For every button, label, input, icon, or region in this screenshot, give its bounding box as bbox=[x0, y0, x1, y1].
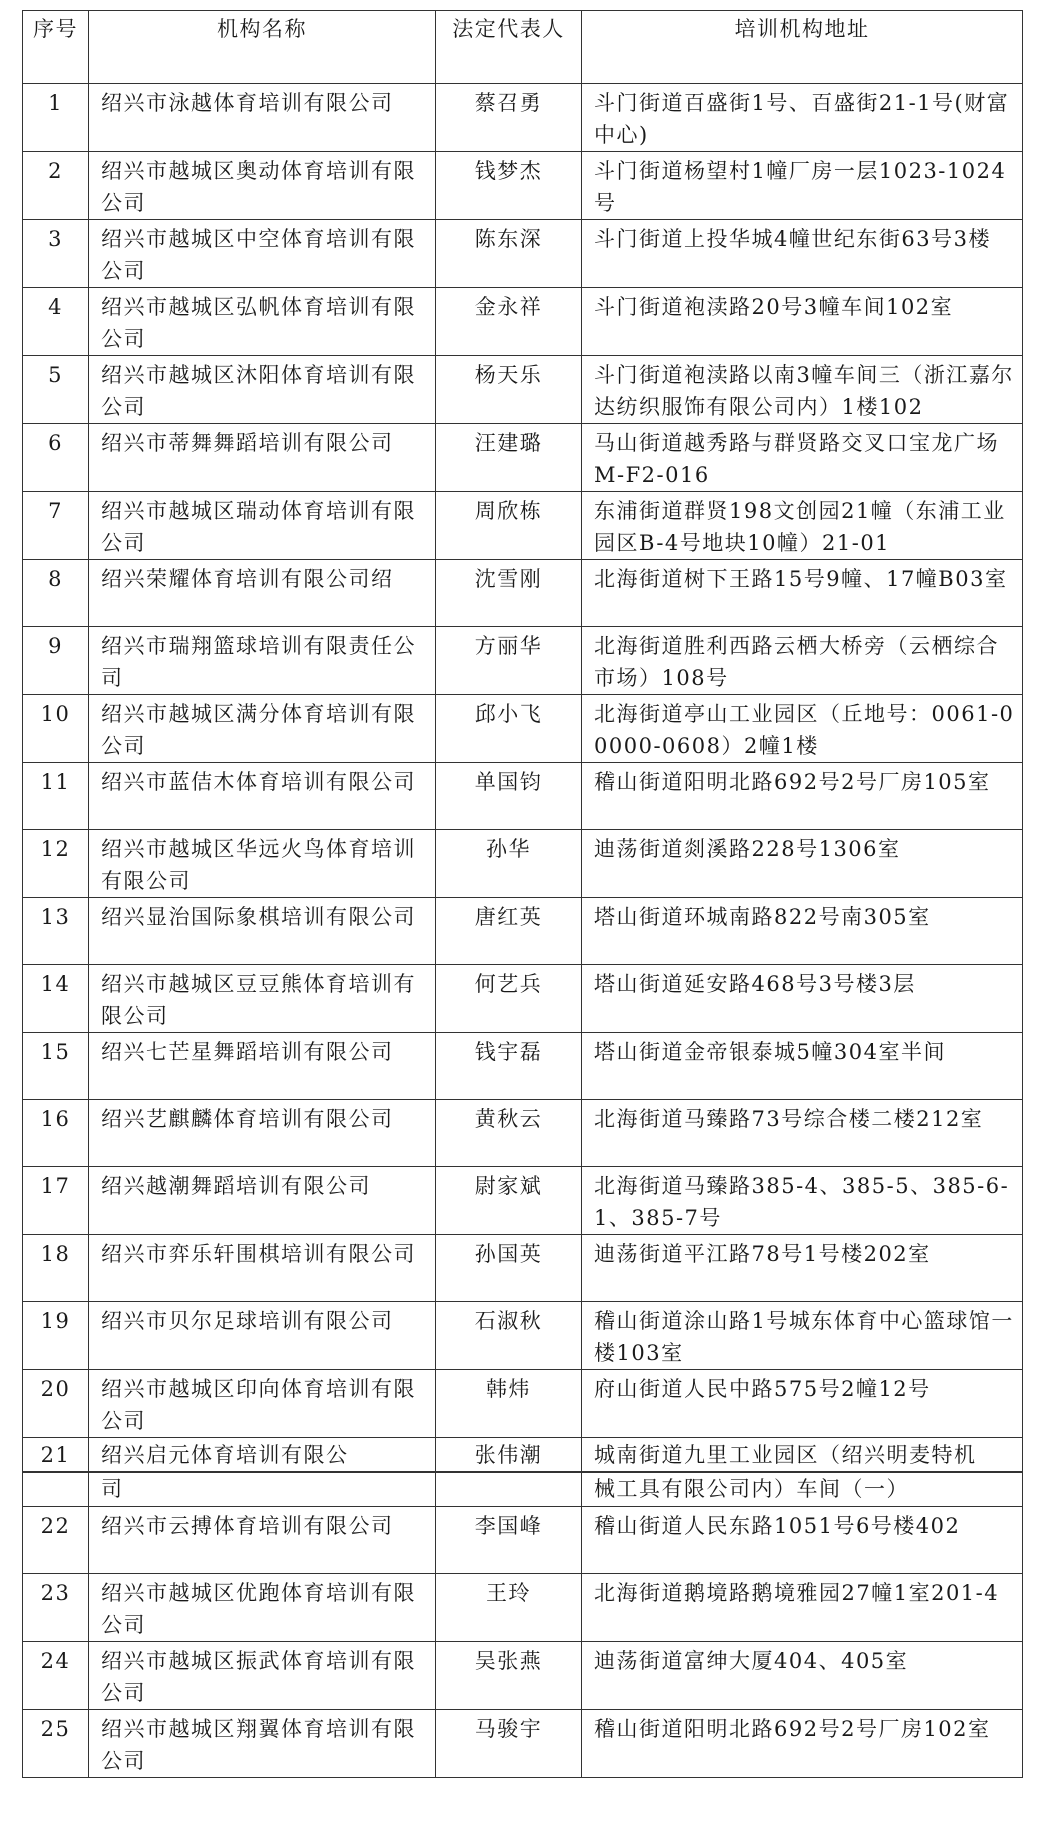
row-index: 23 bbox=[23, 1574, 89, 1642]
row-address: 城南街道九里工业园区（绍兴明麦特机 bbox=[582, 1438, 1023, 1473]
row-index: 2 bbox=[23, 152, 89, 220]
table-row bbox=[23, 1167, 1023, 1235]
row-address: 塔山街道环城南路822号南305室 bbox=[582, 898, 1023, 965]
row-name: 绍兴越潮舞蹈培训有限公司 bbox=[89, 1167, 436, 1235]
row-name: 绍兴市弈乐轩围棋培训有限公司 bbox=[89, 1235, 436, 1302]
row-name: 绍兴市越城区满分体育培训有限公司 bbox=[89, 695, 436, 763]
table-row bbox=[23, 1302, 1023, 1370]
row-name: 绍兴市贝尔足球培训有限公司 bbox=[89, 1302, 436, 1370]
row-index: 8 bbox=[23, 560, 89, 627]
row-address: 斗门街道杨望村1幢厂房一层1023-1024号 bbox=[582, 152, 1023, 220]
table-row bbox=[23, 1438, 1023, 1473]
row-index: 13 bbox=[23, 898, 89, 965]
table-row bbox=[23, 898, 1023, 965]
table-header-row bbox=[23, 11, 1023, 84]
row-rep: 单国钧 bbox=[436, 763, 582, 830]
row-index: 1 bbox=[23, 84, 89, 152]
row-index: 15 bbox=[23, 1033, 89, 1100]
institution-table bbox=[22, 10, 1023, 1473]
row-rep: 方丽华 bbox=[436, 627, 582, 695]
header-index: 序号 bbox=[23, 11, 89, 84]
row-address: 北海街道亭山工业园区（丘地号：0061-00000-0608）2幢1楼 bbox=[582, 695, 1023, 763]
row-address: 稽山街道阳明北路692号2号厂房105室 bbox=[582, 763, 1023, 830]
row-rep: 石淑秋 bbox=[436, 1302, 582, 1370]
row-index: 11 bbox=[23, 763, 89, 830]
table-row bbox=[23, 965, 1023, 1033]
row-name: 绍兴荣耀体育培训有限公司绍 bbox=[89, 560, 436, 627]
row-name: 绍兴七芒星舞蹈培训有限公司 bbox=[89, 1033, 436, 1100]
row-name: 绍兴市越城区沐阳体育培训有限公司 bbox=[89, 356, 436, 424]
row-index: 10 bbox=[23, 695, 89, 763]
row-address: 塔山街道金帝银泰城5幢304室半间 bbox=[582, 1033, 1023, 1100]
row-address: 北海街道马臻路73号综合楼二楼212室 bbox=[582, 1100, 1023, 1167]
row-index: 24 bbox=[23, 1642, 89, 1710]
row-address: 斗门街道袍渎路以南3幢车间三（浙江嘉尔达纺织服饰有限公司内）1楼102 bbox=[582, 356, 1023, 424]
table-row bbox=[23, 288, 1023, 356]
row-rep: 李国峰 bbox=[436, 1507, 582, 1574]
row-name: 绍兴市越城区优跑体育培训有限公司 bbox=[89, 1574, 436, 1642]
row-address: 马山街道越秀路与群贤路交叉口宝龙广场M-F2-016 bbox=[582, 424, 1023, 492]
row-rep: 唐红英 bbox=[436, 898, 582, 965]
row-address: 械工具有限公司内）车间（一） bbox=[582, 1472, 1023, 1507]
row-rep bbox=[436, 1472, 582, 1507]
row-rep: 金永祥 bbox=[436, 288, 582, 356]
table-row bbox=[23, 763, 1023, 830]
row-address: 府山街道人民中路575号2幢12号 bbox=[582, 1370, 1023, 1438]
row-address: 北海街道鹅境路鹅境雅园27幢1室201-4 bbox=[582, 1574, 1023, 1642]
row-index: 6 bbox=[23, 424, 89, 492]
table-row bbox=[23, 1710, 1023, 1778]
row-name: 绍兴市越城区翔翼体育培训有限公司 bbox=[89, 1710, 436, 1778]
row-rep: 何艺兵 bbox=[436, 965, 582, 1033]
table-row bbox=[23, 830, 1023, 898]
row-rep: 黄秋云 bbox=[436, 1100, 582, 1167]
row-name: 绍兴市泳越体育培训有限公司 bbox=[89, 84, 436, 152]
row-rep: 邱小飞 bbox=[436, 695, 582, 763]
institution-table-continued bbox=[22, 1471, 1023, 1778]
row-address: 东浦街道群贤198文创园21幢（东浦工业园区B-4号地块10幢）21-01 bbox=[582, 492, 1023, 560]
row-name: 绍兴市越城区华远火鸟体育培训有限公司 bbox=[89, 830, 436, 898]
row-address: 北海街道树下王路15号9幢、17幢B03室 bbox=[582, 560, 1023, 627]
row-rep: 王玲 bbox=[436, 1574, 582, 1642]
table-row-continuation bbox=[23, 1472, 1023, 1507]
row-name: 绍兴市蓝佶木体育培训有限公司 bbox=[89, 763, 436, 830]
row-rep: 蔡召勇 bbox=[436, 84, 582, 152]
row-index: 14 bbox=[23, 965, 89, 1033]
row-rep: 孙华 bbox=[436, 830, 582, 898]
row-rep: 钱宇磊 bbox=[436, 1033, 582, 1100]
row-rep: 杨天乐 bbox=[436, 356, 582, 424]
row-name: 绍兴市越城区中空体育培训有限公司 bbox=[89, 220, 436, 288]
row-index: 12 bbox=[23, 830, 89, 898]
row-index: 21 bbox=[23, 1438, 89, 1473]
row-address: 斗门街道百盛街1号、百盛街21-1号(财富中心) bbox=[582, 84, 1023, 152]
row-name: 绍兴市越城区印向体育培训有限公司 bbox=[89, 1370, 436, 1438]
row-rep: 钱梦杰 bbox=[436, 152, 582, 220]
table-row bbox=[23, 1642, 1023, 1710]
row-address: 迪荡街道富绅大厦404、405室 bbox=[582, 1642, 1023, 1710]
row-address: 斗门街道上投华城4幢世纪东街63号3楼 bbox=[582, 220, 1023, 288]
table-row bbox=[23, 1033, 1023, 1100]
table-body-continued bbox=[23, 1472, 1023, 1778]
table-row bbox=[23, 1574, 1023, 1642]
row-address: 塔山街道延安路468号3号楼3层 bbox=[582, 965, 1023, 1033]
row-name: 绍兴市越城区弘帆体育培训有限公司 bbox=[89, 288, 436, 356]
row-index: 18 bbox=[23, 1235, 89, 1302]
row-index: 4 bbox=[23, 288, 89, 356]
row-index: 7 bbox=[23, 492, 89, 560]
row-address: 斗门街道袍渎路20号3幢车间102室 bbox=[582, 288, 1023, 356]
row-index: 9 bbox=[23, 627, 89, 695]
row-rep: 周欣栋 bbox=[436, 492, 582, 560]
table-row bbox=[23, 560, 1023, 627]
header-address: 培训机构地址 bbox=[582, 11, 1023, 84]
row-index: 16 bbox=[23, 1100, 89, 1167]
row-address: 稽山街道阳明北路692号2号厂房102室 bbox=[582, 1710, 1023, 1778]
row-name: 绍兴启元体育培训有限公 bbox=[89, 1438, 436, 1473]
row-name: 司 bbox=[89, 1472, 436, 1507]
row-rep: 张伟潮 bbox=[436, 1438, 582, 1473]
row-name: 绍兴市越城区豆豆熊体育培训有限公司 bbox=[89, 965, 436, 1033]
header-rep: 法定代表人 bbox=[436, 11, 582, 84]
table-row bbox=[23, 1507, 1023, 1574]
row-address: 北海街道马臻路385-4、385-5、385-6-1、385-7号 bbox=[582, 1167, 1023, 1235]
table-row bbox=[23, 1100, 1023, 1167]
row-index: 20 bbox=[23, 1370, 89, 1438]
row-index: 22 bbox=[23, 1507, 89, 1574]
row-rep: 汪建璐 bbox=[436, 424, 582, 492]
row-address: 迪荡街道平江路78号1号楼202室 bbox=[582, 1235, 1023, 1302]
table-row bbox=[23, 627, 1023, 695]
row-index: 17 bbox=[23, 1167, 89, 1235]
row-rep: 沈雪刚 bbox=[436, 560, 582, 627]
row-index: 19 bbox=[23, 1302, 89, 1370]
table-row bbox=[23, 424, 1023, 492]
row-rep: 孙国英 bbox=[436, 1235, 582, 1302]
row-name: 绍兴市越城区奥动体育培训有限公司 bbox=[89, 152, 436, 220]
row-index: 25 bbox=[23, 1710, 89, 1778]
row-rep: 尉家斌 bbox=[436, 1167, 582, 1235]
row-name: 绍兴艺麒麟体育培训有限公司 bbox=[89, 1100, 436, 1167]
row-name: 绍兴市越城区振武体育培训有限公司 bbox=[89, 1642, 436, 1710]
row-address: 稽山街道涂山路1号城东体育中心篮球馆一楼103室 bbox=[582, 1302, 1023, 1370]
row-rep: 吴张燕 bbox=[436, 1642, 582, 1710]
row-name: 绍兴市蒂舞舞蹈培训有限公司 bbox=[89, 424, 436, 492]
row-name: 绍兴市瑞翔篮球培训有限责任公司 bbox=[89, 627, 436, 695]
table-row bbox=[23, 695, 1023, 763]
row-rep: 马骏宇 bbox=[436, 1710, 582, 1778]
table-row bbox=[23, 1235, 1023, 1302]
table-body bbox=[23, 84, 1023, 1473]
table-row bbox=[23, 356, 1023, 424]
row-name: 绍兴显治国际象棋培训有限公司 bbox=[89, 898, 436, 965]
table-row bbox=[23, 84, 1023, 152]
row-name: 绍兴市云搏体育培训有限公司 bbox=[89, 1507, 436, 1574]
row-name: 绍兴市越城区瑞动体育培训有限公司 bbox=[89, 492, 436, 560]
table-row bbox=[23, 1370, 1023, 1438]
table-row bbox=[23, 492, 1023, 560]
header-name: 机构名称 bbox=[89, 11, 436, 84]
row-rep: 陈东深 bbox=[436, 220, 582, 288]
row-address: 北海街道胜利西路云栖大桥旁（云栖综合市场）108号 bbox=[582, 627, 1023, 695]
table-row bbox=[23, 152, 1023, 220]
table-row bbox=[23, 220, 1023, 288]
row-index bbox=[23, 1472, 89, 1507]
row-rep: 韩炜 bbox=[436, 1370, 582, 1438]
row-address: 稽山街道人民东路1051号6号楼402 bbox=[582, 1507, 1023, 1574]
row-index: 5 bbox=[23, 356, 89, 424]
row-address: 迪荡街道剡溪路228号1306室 bbox=[582, 830, 1023, 898]
row-index: 3 bbox=[23, 220, 89, 288]
